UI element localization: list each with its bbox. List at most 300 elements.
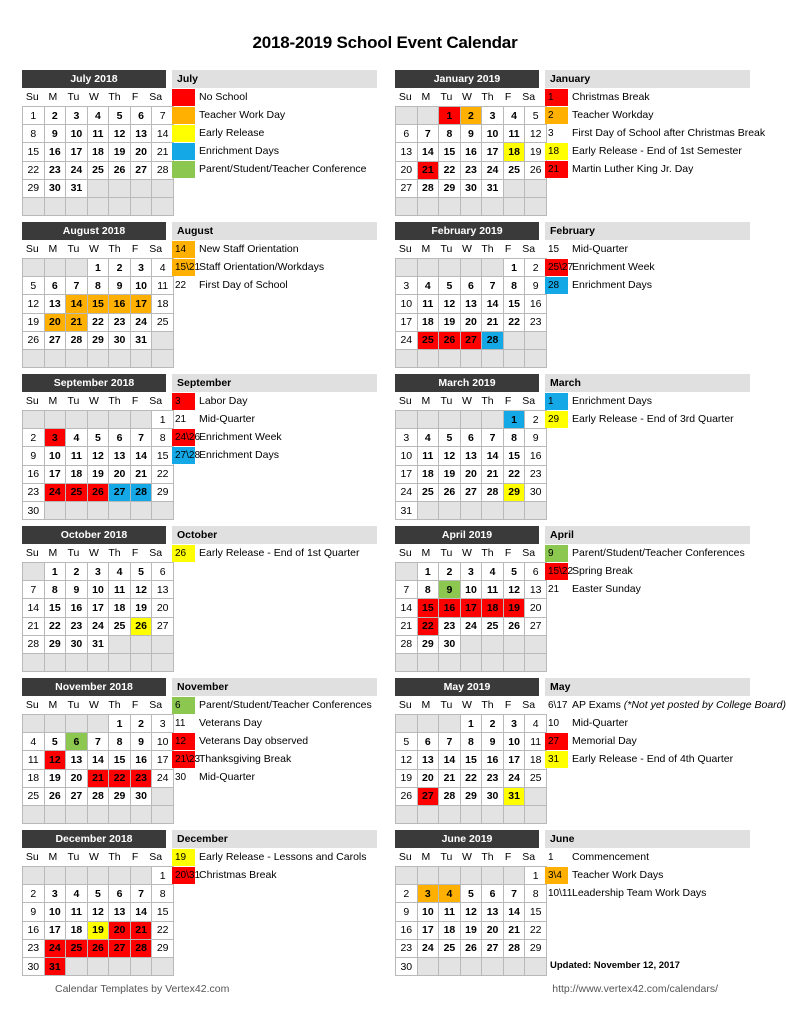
- event-date: 18: [545, 143, 568, 160]
- weekday-label: Su: [25, 699, 39, 711]
- empty-day-cell: [525, 635, 547, 653]
- empty-day-cell: [525, 501, 547, 519]
- empty-day-cell: [396, 411, 418, 429]
- event-date: 19: [172, 849, 195, 866]
- day-cell: 8: [87, 277, 109, 295]
- weekday-label: W: [462, 91, 472, 103]
- day-cell: 15: [152, 903, 174, 921]
- day-cell: 25: [66, 939, 88, 957]
- day-cell: 11: [109, 581, 131, 599]
- day-cell: 12: [44, 751, 66, 769]
- day-grid: [22, 714, 174, 824]
- day-grid: [395, 714, 547, 824]
- weekday-label: Su: [398, 547, 412, 559]
- day-grid: [22, 562, 174, 672]
- day-cell: 31: [66, 179, 88, 197]
- empty-day-cell: [482, 349, 504, 367]
- event-text: First Day of School: [199, 279, 288, 291]
- weekday-label: F: [504, 395, 512, 407]
- day-cell: 29: [503, 483, 525, 501]
- day-cell: 4: [109, 563, 131, 581]
- weekday-label: Su: [398, 243, 412, 255]
- day-cell: 31: [44, 957, 66, 975]
- day-grid: [22, 106, 174, 216]
- empty-day-cell: [482, 259, 504, 277]
- event-row: [172, 428, 377, 446]
- day-cell: 26: [130, 617, 152, 635]
- empty-day-cell: [460, 197, 482, 215]
- month-calendar: [395, 70, 542, 216]
- empty-day-cell: [109, 805, 131, 823]
- day-cell: 8: [44, 581, 66, 599]
- empty-day-cell: [396, 563, 418, 581]
- updated-note: Updated: November 12, 2017: [550, 960, 680, 971]
- day-cell: 21: [482, 465, 504, 483]
- day-cell: 15: [417, 599, 439, 617]
- month-events: [545, 70, 766, 178]
- weekday-label: M: [421, 243, 431, 255]
- empty-day-cell: [503, 501, 525, 519]
- day-cell: 3: [482, 107, 504, 125]
- day-cell: 9: [525, 429, 547, 447]
- event-row: [545, 106, 750, 124]
- day-cell: 9: [130, 733, 152, 751]
- day-cell: 21: [130, 921, 152, 939]
- day-cell: 28: [503, 939, 525, 957]
- day-cell: 24: [482, 161, 504, 179]
- day-cell: 10: [482, 125, 504, 143]
- empty-day-cell: [130, 957, 152, 975]
- day-cell: 25: [525, 769, 547, 787]
- day-cell: 1: [503, 259, 525, 277]
- day-cell: 8: [503, 277, 525, 295]
- day-cell: 14: [482, 295, 504, 313]
- day-cell: 19: [503, 599, 525, 617]
- event-date: 3: [548, 127, 554, 139]
- empty-day-cell: [525, 787, 547, 805]
- day-cell: 5: [396, 733, 418, 751]
- event-row: [545, 848, 750, 866]
- day-cell: 9: [396, 903, 418, 921]
- day-cell: 7: [396, 581, 418, 599]
- day-cell: 19: [439, 313, 461, 331]
- event-date: 14: [172, 241, 195, 258]
- day-cell: 16: [44, 143, 66, 161]
- event-row: [172, 160, 377, 178]
- empty-day-cell: [396, 805, 418, 823]
- event-text: Mid-Quarter: [199, 413, 256, 425]
- empty-day-cell: [439, 349, 461, 367]
- day-cell: 4: [87, 107, 109, 125]
- empty-day-cell: [460, 805, 482, 823]
- day-cell: 18: [503, 143, 525, 161]
- day-cell: 21: [439, 769, 461, 787]
- day-cell: 17: [396, 313, 418, 331]
- day-cell: 19: [44, 769, 66, 787]
- day-cell: 16: [130, 751, 152, 769]
- month-title: November 2018: [22, 678, 166, 696]
- month-title: February 2019: [395, 222, 539, 240]
- day-cell: 18: [152, 295, 174, 313]
- day-cell: 26: [396, 787, 418, 805]
- day-cell: 7: [130, 885, 152, 903]
- day-cell: 24: [87, 617, 109, 635]
- month-events: [545, 678, 786, 768]
- month-title: December 2018: [22, 830, 166, 848]
- day-cell: 12: [460, 903, 482, 921]
- day-cell: 12: [87, 447, 109, 465]
- day-cell: 14: [66, 295, 88, 313]
- footer-templates-link[interactable]: Calendar Templates by Vertex42.com: [55, 983, 230, 995]
- weekday-label: M: [48, 851, 58, 863]
- weekday-label: Th: [481, 395, 494, 407]
- day-cell: 2: [439, 563, 461, 581]
- day-cell: 19: [130, 599, 152, 617]
- weekday-label: M: [421, 547, 431, 559]
- empty-day-cell: [87, 197, 109, 215]
- empty-day-cell: [152, 635, 174, 653]
- day-cell: 17: [130, 295, 152, 313]
- month-events: [172, 70, 377, 178]
- empty-day-cell: [44, 259, 66, 277]
- weekday-label: F: [504, 243, 512, 255]
- day-cell: 23: [439, 617, 461, 635]
- day-cell: 25: [482, 617, 504, 635]
- empty-day-cell: [152, 331, 174, 349]
- empty-day-cell: [87, 501, 109, 519]
- empty-day-cell: [44, 805, 66, 823]
- weekday-label: Su: [25, 547, 39, 559]
- weekday-label: Th: [108, 91, 121, 103]
- day-cell: 26: [503, 617, 525, 635]
- event-date: 31: [545, 751, 568, 768]
- day-cell: 15: [503, 447, 525, 465]
- event-row: [172, 750, 377, 768]
- day-cell: 6: [417, 733, 439, 751]
- month-title: May 2019: [395, 678, 539, 696]
- empty-day-cell: [66, 197, 88, 215]
- empty-day-cell: [23, 715, 45, 733]
- weekday-label: Tu: [67, 243, 80, 255]
- empty-day-cell: [396, 107, 418, 125]
- day-grid: [395, 106, 547, 216]
- day-cell: 5: [439, 277, 461, 295]
- empty-day-cell: [44, 653, 66, 671]
- day-cell: 4: [23, 733, 45, 751]
- day-cell: 10: [87, 581, 109, 599]
- event-date: 21: [175, 413, 187, 425]
- day-cell: 13: [525, 581, 547, 599]
- event-date: 10\11: [548, 887, 573, 899]
- day-cell: 24: [417, 939, 439, 957]
- weekday-label: Th: [108, 699, 121, 711]
- event-row: [545, 142, 750, 160]
- day-cell: 20: [152, 599, 174, 617]
- day-cell: 21: [66, 313, 88, 331]
- day-cell: 25: [87, 161, 109, 179]
- weekday-label: F: [131, 547, 139, 559]
- empty-day-cell: [23, 805, 45, 823]
- empty-day-cell: [396, 653, 418, 671]
- event-text: No School: [199, 91, 248, 103]
- day-cell: 16: [109, 295, 131, 313]
- month-calendar: [395, 526, 542, 672]
- day-cell: 8: [152, 885, 174, 903]
- day-cell: 21: [482, 313, 504, 331]
- weekday-label: Su: [398, 395, 412, 407]
- day-cell: 28: [482, 331, 504, 349]
- event-row: [545, 240, 750, 258]
- day-cell: 10: [66, 125, 88, 143]
- day-cell: 22: [152, 465, 174, 483]
- day-cell: 26: [460, 939, 482, 957]
- day-cell: 6: [130, 107, 152, 125]
- day-cell: 23: [23, 939, 45, 957]
- event-row: [172, 848, 377, 866]
- day-cell: 25: [23, 787, 45, 805]
- event-text: Early Release: [199, 127, 265, 139]
- day-cell: 1: [417, 563, 439, 581]
- day-cell: 15: [525, 903, 547, 921]
- empty-day-cell: [152, 787, 174, 805]
- month-events: [545, 830, 750, 902]
- day-cell: 27: [109, 483, 131, 501]
- event-text: Teacher Workday: [572, 109, 654, 121]
- day-cell: 27: [396, 179, 418, 197]
- day-cell: 27: [482, 939, 504, 957]
- day-cell: 20: [482, 921, 504, 939]
- day-cell: 2: [525, 411, 547, 429]
- day-cell: 30: [23, 501, 45, 519]
- event-row: [545, 732, 750, 750]
- event-row: [172, 866, 377, 884]
- day-cell: 4: [417, 429, 439, 447]
- month-calendar: [22, 222, 169, 368]
- day-cell: 22: [44, 617, 66, 635]
- weekday-label: Sa: [149, 547, 163, 559]
- event-row: [545, 562, 750, 580]
- weekday-label: Sa: [522, 851, 536, 863]
- weekday-header: [22, 696, 166, 714]
- empty-day-cell: [109, 653, 131, 671]
- day-cell: 7: [23, 581, 45, 599]
- day-cell: 24: [152, 769, 174, 787]
- day-cell: 2: [460, 107, 482, 125]
- day-cell: 29: [109, 787, 131, 805]
- day-cell: 13: [152, 581, 174, 599]
- day-cell: 22: [503, 313, 525, 331]
- month-calendar: [395, 678, 542, 824]
- day-cell: 11: [87, 125, 109, 143]
- empty-day-cell: [66, 259, 88, 277]
- day-cell: 24: [44, 483, 66, 501]
- day-cell: 9: [525, 277, 547, 295]
- day-cell: 30: [66, 635, 88, 653]
- empty-day-cell: [417, 867, 439, 885]
- month-title: March 2019: [395, 374, 539, 392]
- day-cell: 15: [503, 295, 525, 313]
- day-cell: 24: [44, 939, 66, 957]
- empty-day-cell: [109, 179, 131, 197]
- day-cell: 30: [525, 483, 547, 501]
- day-cell: 12: [439, 295, 461, 313]
- day-cell: 20: [460, 313, 482, 331]
- event-date: 11: [175, 717, 186, 729]
- weekday-label: Tu: [440, 243, 453, 255]
- event-row: [545, 696, 786, 714]
- day-cell: 23: [482, 769, 504, 787]
- event-text: Christmas Break: [199, 869, 277, 881]
- event-date: 26: [172, 545, 195, 562]
- weekday-label: Sa: [149, 91, 163, 103]
- weekday-label: Tu: [67, 547, 80, 559]
- weekday-label: W: [89, 395, 99, 407]
- day-cell: 14: [439, 751, 461, 769]
- day-cell: 10: [152, 733, 174, 751]
- weekday-label: Tu: [440, 395, 453, 407]
- day-cell: 17: [460, 599, 482, 617]
- day-cell: 28: [482, 483, 504, 501]
- day-cell: 18: [66, 921, 88, 939]
- day-cell: 2: [525, 259, 547, 277]
- empty-day-cell: [87, 867, 109, 885]
- weekday-header: [395, 88, 539, 106]
- day-cell: 7: [130, 429, 152, 447]
- empty-day-cell: [109, 501, 131, 519]
- day-cell: 2: [109, 259, 131, 277]
- events-title: June: [545, 830, 750, 848]
- day-cell: 3: [396, 277, 418, 295]
- day-cell: 15: [87, 295, 109, 313]
- empty-day-cell: [23, 563, 45, 581]
- day-cell: 18: [525, 751, 547, 769]
- day-cell: 22: [23, 161, 45, 179]
- weekday-label: Th: [108, 547, 121, 559]
- empty-day-cell: [109, 635, 131, 653]
- empty-day-cell: [439, 805, 461, 823]
- event-row: [545, 580, 750, 598]
- day-cell: 20: [460, 465, 482, 483]
- weekday-label: W: [89, 547, 99, 559]
- empty-day-cell: [23, 197, 45, 215]
- footer-url-link[interactable]: http://www.vertex42.com/calendars/: [552, 983, 718, 995]
- day-cell: 5: [130, 563, 152, 581]
- event-row: [545, 276, 750, 294]
- empty-day-cell: [503, 331, 525, 349]
- day-cell: 28: [87, 787, 109, 805]
- empty-day-cell: [439, 867, 461, 885]
- weekday-header: [22, 392, 166, 410]
- event-text: First Day of School after Christmas Break: [572, 127, 766, 139]
- day-cell: 24: [66, 161, 88, 179]
- weekday-label: Tu: [440, 547, 453, 559]
- day-cell: 26: [439, 331, 461, 349]
- day-cell: 25: [417, 483, 439, 501]
- day-cell: 22: [439, 161, 461, 179]
- empty-day-cell: [152, 653, 174, 671]
- day-cell: 23: [23, 483, 45, 501]
- day-cell: 27: [525, 617, 547, 635]
- empty-day-cell: [439, 259, 461, 277]
- day-cell: 22: [503, 465, 525, 483]
- empty-day-cell: [482, 197, 504, 215]
- event-text: New Staff Orientation: [199, 243, 299, 255]
- day-cell: 19: [23, 313, 45, 331]
- day-cell: 14: [23, 599, 45, 617]
- empty-day-cell: [460, 653, 482, 671]
- day-cell: 18: [417, 465, 439, 483]
- day-cell: 27: [417, 787, 439, 805]
- day-cell: 21: [503, 921, 525, 939]
- day-cell: 12: [439, 447, 461, 465]
- day-cell: 19: [439, 465, 461, 483]
- event-text: Teacher Work Days: [572, 869, 664, 881]
- empty-day-cell: [439, 501, 461, 519]
- event-date: 1: [545, 393, 568, 410]
- empty-day-cell: [109, 197, 131, 215]
- event-row: [172, 768, 377, 786]
- event-text: Labor Day: [199, 395, 248, 407]
- empty-day-cell: [417, 805, 439, 823]
- empty-day-cell: [66, 653, 88, 671]
- day-cell: 27: [109, 939, 131, 957]
- day-cell: 7: [482, 277, 504, 295]
- empty-day-cell: [460, 635, 482, 653]
- month-events: [172, 526, 377, 562]
- empty-day-cell: [525, 331, 547, 349]
- event-row: [172, 240, 377, 258]
- event-date: 10: [548, 717, 560, 729]
- empty-day-cell: [460, 349, 482, 367]
- day-grid: [395, 866, 547, 976]
- weekday-header: [395, 696, 539, 714]
- day-cell: 30: [439, 635, 461, 653]
- day-cell: 10: [396, 295, 418, 313]
- day-cell: 2: [130, 715, 152, 733]
- day-cell: 14: [396, 599, 418, 617]
- events-title: July: [172, 70, 377, 88]
- day-cell: 6: [525, 563, 547, 581]
- weekday-label: M: [421, 699, 431, 711]
- day-cell: 23: [130, 769, 152, 787]
- event-text: Christmas Break: [572, 91, 650, 103]
- empty-day-cell: [44, 867, 66, 885]
- empty-day-cell: [44, 501, 66, 519]
- day-cell: 6: [109, 885, 131, 903]
- event-date: 21\23: [172, 751, 195, 768]
- empty-day-cell: [482, 635, 504, 653]
- weekday-label: Tu: [67, 91, 80, 103]
- day-cell: 5: [109, 107, 131, 125]
- day-cell: 24: [396, 331, 418, 349]
- event-text: Veterans Day: [199, 717, 263, 729]
- month-events: [172, 830, 377, 884]
- empty-day-cell: [66, 349, 88, 367]
- empty-day-cell: [482, 653, 504, 671]
- day-cell: 14: [87, 751, 109, 769]
- month-events: [172, 222, 377, 294]
- weekday-label: Sa: [149, 851, 163, 863]
- day-cell: 29: [417, 635, 439, 653]
- weekday-label: M: [48, 395, 58, 407]
- day-cell: 25: [503, 161, 525, 179]
- day-cell: 31: [503, 787, 525, 805]
- events-title: December: [172, 830, 377, 848]
- day-cell: 28: [66, 331, 88, 349]
- empty-day-cell: [44, 197, 66, 215]
- day-cell: 16: [23, 921, 45, 939]
- event-text: Early Release - End of 4th Quarter: [572, 753, 734, 765]
